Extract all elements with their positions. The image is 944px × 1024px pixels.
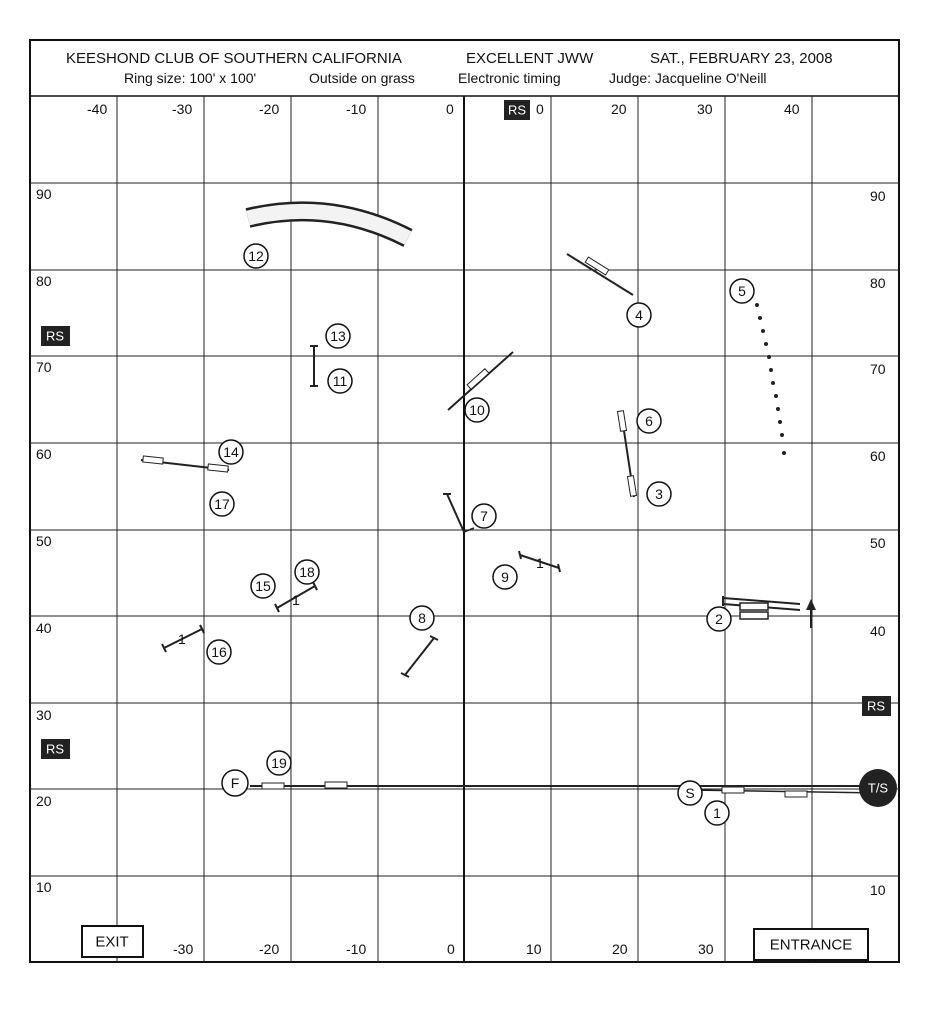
jump-marker: 1 <box>536 555 544 571</box>
obstacle-number-19 <box>267 751 291 775</box>
obstacle-number-18 <box>295 560 319 584</box>
obstacle-number-12 <box>244 244 268 268</box>
axis-label: 30 <box>697 101 713 117</box>
obstacle-number-15 <box>251 574 275 598</box>
svg-text:15: 15 <box>255 578 271 594</box>
axis-label: -20 <box>259 941 280 957</box>
axis-label: 0 <box>446 101 454 117</box>
jump-10-bar <box>467 369 489 390</box>
judge: Judge: Jacqueline O'Neill <box>609 70 767 86</box>
axis-label: 10 <box>526 941 542 957</box>
axis-label: 10 <box>870 882 886 898</box>
axis-label: 20 <box>611 101 627 117</box>
svg-text:6: 6 <box>645 413 653 429</box>
jump-8 <box>405 638 434 675</box>
obstacle-number-17 <box>210 492 234 516</box>
jump-marker: 1 <box>292 592 300 608</box>
svg-text:3: 3 <box>655 486 663 502</box>
axis-label: -10 <box>346 101 367 117</box>
svg-text:RS: RS <box>866 698 886 714</box>
axis-label: -10 <box>346 941 367 957</box>
axis-label: -30 <box>172 101 193 117</box>
weave-poles-5 <box>755 303 786 455</box>
axis-label: 50 <box>870 535 886 551</box>
axis-label: 80 <box>870 275 886 291</box>
svg-text:EXIT: EXIT <box>95 933 129 951</box>
svg-text:10: 10 <box>469 402 485 418</box>
axis-label: 20 <box>612 941 628 957</box>
svg-text:F: F <box>230 775 240 791</box>
axis-label: 30 <box>36 707 52 723</box>
jump-14-17-bar <box>208 464 229 472</box>
start-marker <box>678 781 702 805</box>
timing-sensor <box>722 787 744 793</box>
jump-marker: 1 <box>178 631 186 647</box>
class-name: EXCELLENT JWW <box>466 50 594 67</box>
rs-marker <box>41 326 70 346</box>
club-name: KEESHOND CLUB OF SOUTHERN CALIFORNIA <box>66 50 402 67</box>
obstacle-number-9 <box>493 565 517 589</box>
obstacle-number-7 <box>472 504 496 528</box>
axis-label: 80 <box>36 273 52 289</box>
svg-text:16: 16 <box>211 644 227 660</box>
svg-text:T/S: T/S <box>867 780 889 796</box>
svg-text:8: 8 <box>418 610 426 626</box>
obstacle-number-5 <box>730 279 754 303</box>
obstacle-number-6 <box>637 409 661 433</box>
jump-7 <box>447 494 464 532</box>
axis-label: -30 <box>173 941 194 957</box>
svg-text:2: 2 <box>715 611 723 627</box>
obstacle-number-3 <box>647 482 671 506</box>
svg-text:4: 4 <box>635 307 643 323</box>
obstacle-number-13 <box>326 324 350 348</box>
jump-14-17-bar <box>143 456 164 464</box>
svg-text:1: 1 <box>713 805 721 821</box>
jump-6-3-bar <box>627 476 636 497</box>
event-date: SAT., FEBRUARY 23, 2008 <box>650 50 833 67</box>
svg-text:17: 17 <box>214 496 230 512</box>
axis-label: 40 <box>36 620 52 636</box>
svg-text:5: 5 <box>738 283 746 299</box>
obstacle-number-1 <box>705 801 729 825</box>
surface: Outside on grass <box>309 70 415 86</box>
axis-label: 20 <box>36 793 52 809</box>
svg-text:RS: RS <box>507 102 527 118</box>
axis-label: -40 <box>87 101 108 117</box>
svg-text:19: 19 <box>271 755 287 771</box>
timing-sensor <box>325 782 347 788</box>
obstacle-number-4 <box>627 303 651 327</box>
svg-text:9: 9 <box>501 569 509 585</box>
svg-text:13: 13 <box>330 328 346 344</box>
timer-start-marker <box>859 769 897 807</box>
axis-label: 60 <box>36 446 52 462</box>
axis-label: 70 <box>870 361 886 377</box>
svg-text:7: 7 <box>480 508 488 524</box>
svg-text:18: 18 <box>299 564 315 580</box>
svg-text:ENTRANCE: ENTRANCE <box>769 936 853 954</box>
rs-marker <box>862 696 891 716</box>
obstacle-number-11 <box>328 369 352 393</box>
axis-label: 0 <box>447 941 455 957</box>
axis-label: 70 <box>36 359 52 375</box>
svg-text:11: 11 <box>332 373 348 389</box>
obstacle-number-10 <box>465 398 489 422</box>
jump-4 <box>567 254 633 295</box>
axis-label: 30 <box>698 941 714 957</box>
obstacle-number-16 <box>207 640 231 664</box>
svg-text:S: S <box>685 785 695 801</box>
svg-text:14: 14 <box>223 444 239 460</box>
svg-text:12: 12 <box>248 248 264 264</box>
timing-sensor <box>262 783 284 789</box>
axis-label: 40 <box>870 623 886 639</box>
axis-label: -20 <box>259 101 280 117</box>
tunnel-inner <box>248 211 408 238</box>
obstacle-number-14 <box>219 440 243 464</box>
svg-text:RS: RS <box>45 741 65 757</box>
arrow-head-icon <box>806 599 816 610</box>
obstacle-number-2 <box>707 607 731 631</box>
axis-label: 60 <box>870 448 886 464</box>
svg-text:RS: RS <box>45 328 65 344</box>
jump-6-3-bar <box>617 411 626 432</box>
axis-label: 40 <box>784 101 800 117</box>
axis-label: 90 <box>36 186 52 202</box>
axis-label: 0 <box>536 101 544 117</box>
obstacle-number-8 <box>410 606 434 630</box>
entrance-label <box>754 929 868 960</box>
axis-label: 10 <box>36 879 52 895</box>
rs-marker <box>41 739 70 759</box>
axis-label: 50 <box>36 533 52 549</box>
timing-sensor <box>785 791 807 797</box>
axis-label: 90 <box>870 188 886 204</box>
rs-marker <box>504 100 530 120</box>
exit-label <box>82 926 143 957</box>
finish-marker <box>222 770 248 796</box>
timing: Electronic timing <box>458 70 561 86</box>
ring-size: Ring size: 100' x 100' <box>124 70 257 86</box>
